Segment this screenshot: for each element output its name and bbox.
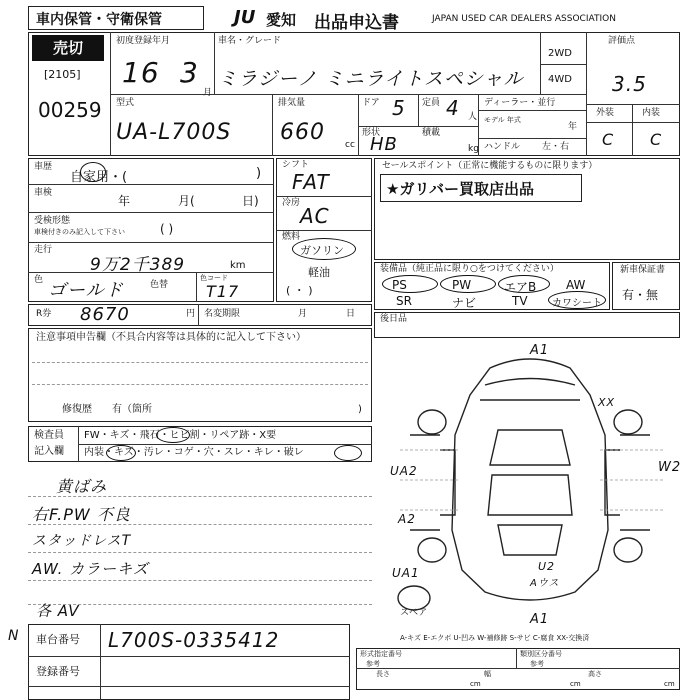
inspection-label: 車検: [34, 188, 53, 198]
dealer-label: ディーラー・並行: [484, 98, 556, 108]
doors-value: 5: [392, 96, 406, 120]
reg-number-label: 登録番号: [36, 665, 80, 678]
displacement-unit: cc: [345, 140, 355, 150]
mileage-label: 走行: [34, 245, 53, 255]
form-table-cm1: cm: [470, 680, 481, 688]
legend-text: A-キズ E-エクボ U-凹み W-補修跡 S-サビ C-腐食 XX-交換済: [400, 634, 590, 642]
inspector-tear-circle: [334, 445, 362, 461]
association-text: JAPAN USED CAR DEALERS ASSOCIATION: [432, 14, 616, 24]
recycle-unit: 円: [186, 309, 196, 319]
receive-label: 受検形態: [34, 216, 71, 226]
lot-status: 売切: [32, 35, 104, 61]
mark-left-upper: UA2: [390, 464, 418, 478]
logo-mark: JU: [234, 7, 256, 28]
registration-label: 初度登録年月: [116, 36, 171, 46]
receive-note: 車検付きのみ記入して下さい: [34, 228, 125, 236]
recycle-value: 8670: [80, 304, 130, 325]
color-label: 色: [34, 275, 44, 285]
comment-4: AW. カラーキズ: [32, 560, 149, 578]
registration-month-unit: 月: [203, 88, 213, 98]
equip-airbag: エアB: [504, 280, 537, 294]
doors-label: ドア: [362, 98, 380, 108]
model-year-label: モデル 年式: [484, 116, 521, 124]
capacity-value: 4: [446, 96, 460, 120]
mark-corner: XX: [598, 396, 616, 409]
form-table: [356, 648, 680, 690]
fuel-gas-circle: [292, 238, 356, 260]
mark-rear: U2: [538, 560, 556, 573]
mark-right: W2: [658, 460, 682, 475]
name-change-day: 日: [346, 309, 356, 319]
registration-month: 3: [180, 56, 199, 89]
equip-pw-circle: [440, 275, 496, 293]
aircon-value: AC: [300, 204, 330, 228]
mark-spare: スペア: [400, 608, 428, 618]
repair-close: ): [358, 404, 362, 415]
name-label: 車名・グレード: [218, 36, 282, 46]
body-shape-value: HB: [370, 134, 398, 155]
mark-rear-sub: Aウス: [530, 578, 560, 589]
logo-text: 愛知: [266, 11, 297, 29]
name-change-label: 名変期限: [204, 309, 241, 319]
warranty-label: 新車保証書: [620, 265, 666, 275]
form-table-hgt: 高さ: [588, 670, 602, 678]
equip-airbag-circle: [498, 275, 550, 293]
chassis-value: L700S-0335412: [108, 628, 280, 652]
model-value: UA-L700S: [116, 120, 232, 145]
form-table-cm2: cm: [570, 680, 581, 688]
mark-bottom: A1: [530, 612, 550, 627]
equip-navi: ナビ: [452, 296, 477, 310]
inspector-chip-circle: [156, 427, 190, 443]
color-code-label: 色コード: [200, 274, 228, 282]
equipment-label: 装備品（純正品に限り○をつけてください）: [380, 264, 559, 274]
chassis-mark: N: [8, 628, 20, 644]
shift-label: シフト: [282, 160, 310, 170]
load-label: 積載: [422, 128, 441, 138]
inspector-label-2: 記入欄: [34, 446, 64, 457]
score-int-label: 内装: [642, 108, 661, 118]
form-table-ref1: 参考: [366, 660, 380, 668]
mark-top: A1: [530, 343, 550, 358]
aircon-label: 冷房: [282, 198, 301, 208]
lot-code: [2105]: [44, 68, 81, 81]
form-title: 出品申込書: [314, 13, 399, 33]
warranty-value: 有・無: [622, 288, 659, 302]
inspector-row-2: 内装・キズ・汚レ・コゲ・穴・スレ・キレ・破レ: [84, 447, 304, 458]
comment-5: 各 AV: [36, 602, 80, 620]
history-close: ): [256, 166, 262, 181]
displacement-label: 排気量: [278, 98, 306, 108]
history-label: 車歴: [34, 162, 53, 172]
storage-label: 車内保管・守衛保管: [36, 12, 162, 28]
form-table-ref2: 参考: [530, 660, 544, 668]
inspector-label-1: 検査員: [34, 430, 64, 441]
chassis-label: 車台番号: [36, 633, 80, 646]
comment-2: 右F.PW 不良: [32, 505, 131, 524]
color-code-value: T17: [206, 282, 240, 301]
notes-label: 注意事項申告欄（不具合内容等は具体的に記入して下さい）: [36, 332, 306, 343]
fuel-gas: ガソリン: [300, 244, 344, 257]
equip-tv: TV: [512, 294, 528, 308]
sales-point-label: セールスポイント（正常に機能するものに限ります）: [382, 161, 598, 171]
mileage-unit: km: [230, 260, 246, 271]
score-ext-label: 外装: [596, 108, 615, 118]
inspection-year: 年: [118, 194, 131, 208]
equip-seat: カワシート: [552, 298, 602, 309]
capacity-unit: 人: [468, 112, 478, 122]
registration-year: 16: [122, 56, 160, 89]
mark-left-mid: A2: [398, 512, 416, 526]
repair-value: 有（箇所: [112, 404, 152, 415]
inspector-row-1: FW・キズ・飛石・ヒビ割・リペア跡・X要: [84, 430, 277, 441]
recycle-label: R券: [36, 309, 52, 319]
mileage-value: 9万2千389: [90, 255, 186, 275]
capacity-label: 定員: [422, 98, 441, 108]
equip-sr: SR: [396, 294, 412, 308]
equip-ps-circle: [382, 275, 438, 293]
color-value: ゴールド: [48, 280, 124, 301]
inspector-scratch-circle: [106, 445, 136, 461]
score-ext-value: C: [602, 130, 615, 149]
shift-value: FAT: [292, 170, 330, 194]
body-shape-label: 形状: [362, 128, 381, 138]
form-table-cm3: cm: [664, 680, 675, 688]
after-block: [374, 312, 680, 338]
drive-4wd: 4WD: [548, 74, 572, 85]
model-label: 型式: [116, 98, 135, 108]
form-table-c2: 類別区分番号: [520, 650, 562, 658]
history-value: 自家用・(: [70, 170, 128, 185]
mark-left-lower: UA1: [392, 566, 420, 580]
drive-2wd: 2WD: [548, 48, 572, 59]
car-name: ミラジーノ ミニライトスペシャル: [218, 68, 524, 90]
form-table-len: 長さ: [376, 670, 390, 678]
score-int-value: C: [650, 130, 663, 149]
color-replace-label: 色替: [150, 280, 169, 290]
equip-pw: PW: [452, 278, 472, 292]
sales-point-value: ★ガリバー買取店出品: [386, 180, 534, 198]
repair-label: 修復歴: [62, 404, 92, 415]
name-change-month: 月: [298, 309, 308, 319]
form-table-c1: 形式指定番号: [360, 650, 402, 658]
score-value: 3.5: [612, 72, 647, 96]
lot-number: 00259: [38, 98, 102, 122]
displacement-value: 660: [280, 120, 325, 145]
comment-1: 黄ばみ: [56, 477, 108, 496]
receive-paren: ( ): [160, 222, 174, 236]
score-label: 評価点: [608, 36, 636, 46]
inspection-month: 月(: [178, 194, 195, 208]
equip-ps: PS: [392, 278, 407, 292]
model-year-unit: 年: [568, 122, 578, 132]
form-table-wid: 幅: [484, 670, 491, 678]
handle-label: ハンドル: [484, 142, 521, 152]
load-unit: kg: [468, 144, 479, 154]
fuel-label: 燃料: [282, 232, 301, 242]
handle-value: 左・右: [542, 142, 570, 152]
equip-seat-circle: [548, 291, 606, 309]
fuel-diesel: 軽油: [308, 266, 330, 279]
comment-3: スタッドレスT: [32, 533, 132, 549]
fuel-paren: ( ・ ): [286, 284, 313, 297]
inspection-day: 日): [242, 194, 259, 208]
history-circle: [80, 162, 106, 182]
after-seat-label: 後日品: [380, 314, 408, 324]
equip-aw: AW: [566, 278, 586, 292]
